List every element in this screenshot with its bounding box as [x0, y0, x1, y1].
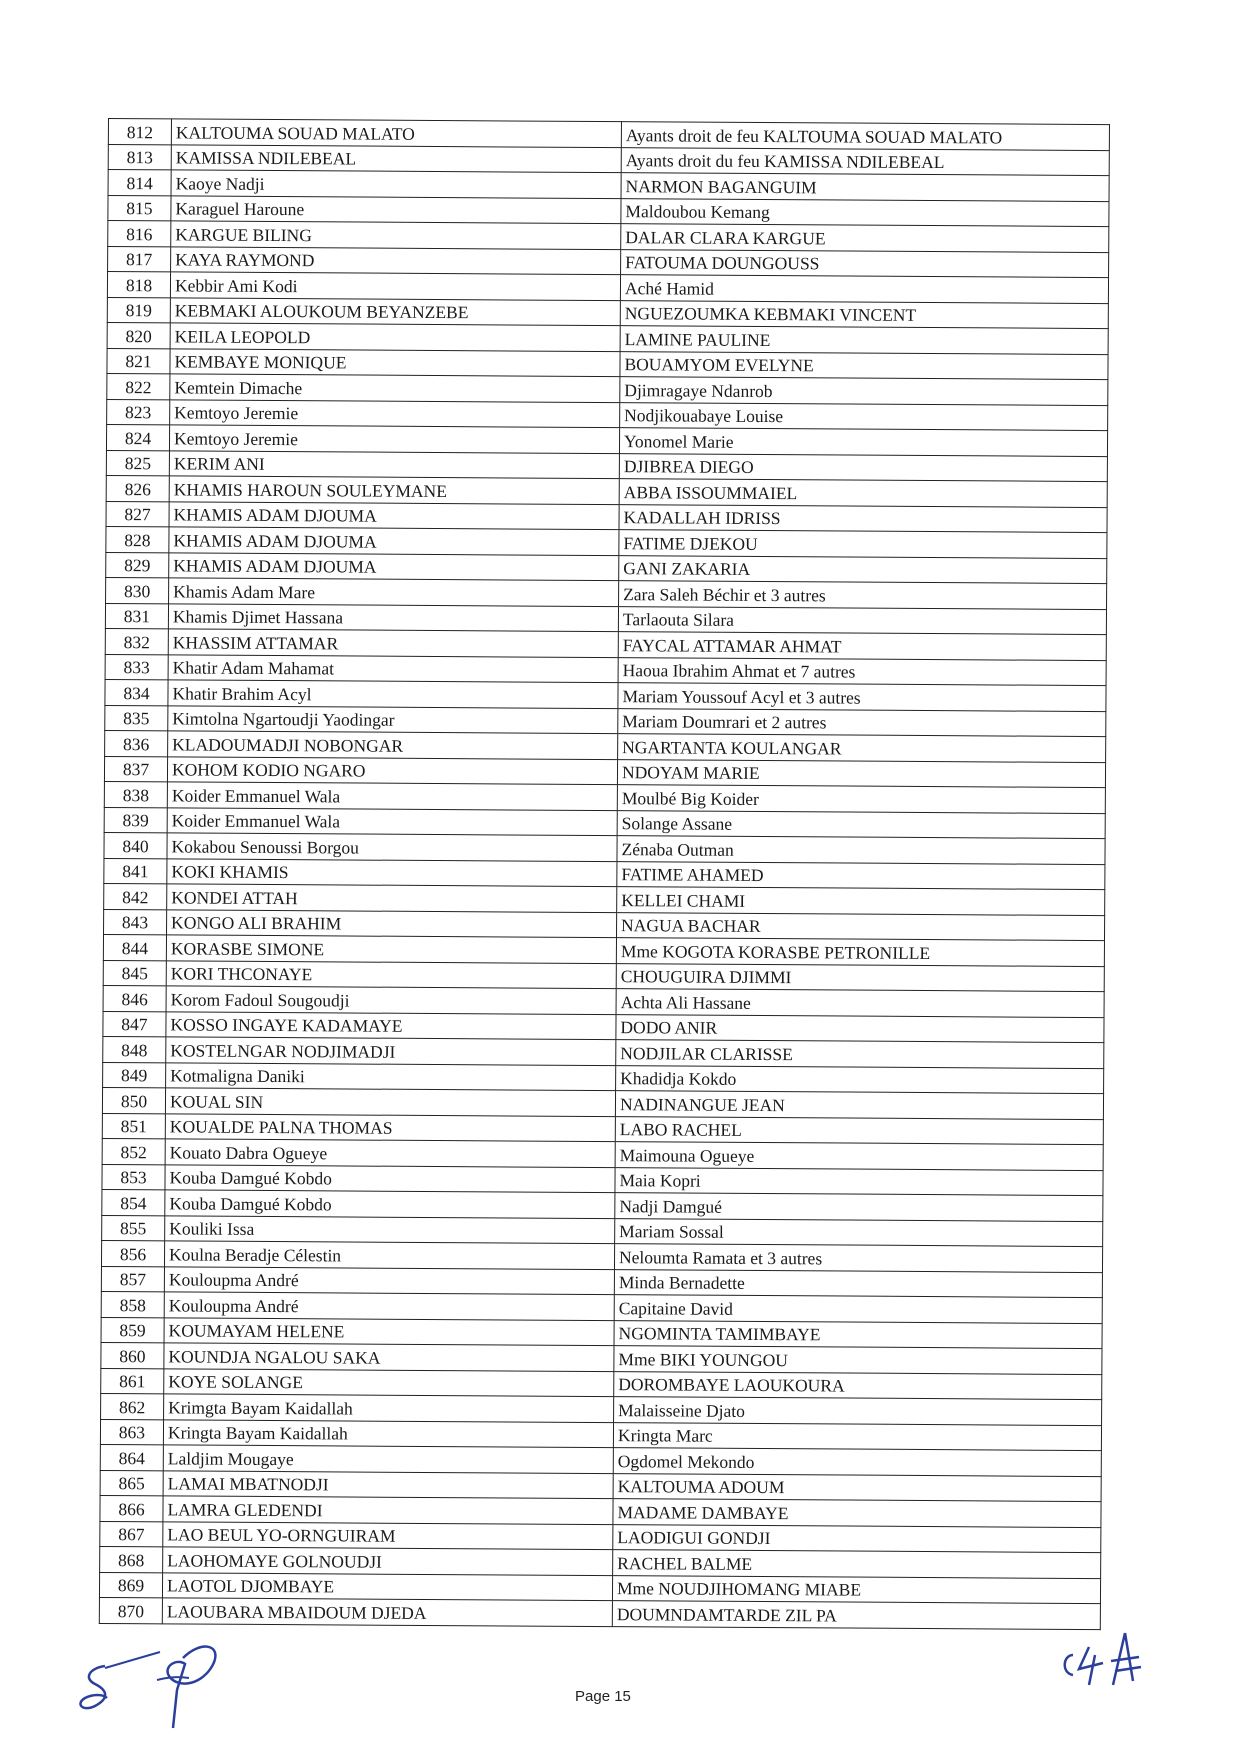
row-number-cell: 840 [104, 832, 167, 858]
deceased-name-cell: Kouba Damgué Kobdo [165, 1190, 615, 1218]
deceased-name-cell: Khatir Brahim Acyl [168, 680, 618, 708]
row-number-cell: 812 [108, 119, 171, 145]
deceased-name-cell: KHAMIS ADAM DJOUMA [169, 527, 619, 555]
deceased-name-cell: KONDEI ATTAH [167, 884, 617, 912]
deceased-name-cell: LAMRA GLEDENDI [163, 1496, 613, 1524]
row-number-cell: 847 [103, 1011, 166, 1037]
row-number-cell: 870 [99, 1597, 162, 1623]
heir-name-cell: Maldoubou Kemang [621, 198, 1109, 226]
row-number-cell: 814 [108, 170, 171, 196]
heir-name-cell: Neloumta Ramata et 3 autres [614, 1244, 1102, 1272]
heir-name-cell: NADINANGUE JEAN [615, 1091, 1103, 1119]
row-number-cell: 822 [107, 373, 170, 399]
deceased-name-cell: KORASBE SIMONE [166, 935, 616, 963]
deceased-name-cell: KOHOM KODIO NGARO [167, 756, 617, 784]
deceased-name-cell: KOKI KHAMIS [167, 858, 617, 886]
deceased-name-cell: Kouloupma André [164, 1266, 614, 1294]
heir-name-cell: BOUAMYOM EVELYNE [620, 351, 1108, 379]
row-number-cell: 865 [100, 1470, 163, 1496]
row-number-cell: 864 [100, 1444, 163, 1470]
row-number-cell: 834 [105, 679, 168, 705]
heir-name-cell: NGOMINTA TAMIMBAYE [614, 1320, 1102, 1348]
row-number-cell: 824 [106, 424, 169, 450]
deceased-name-cell: Kemtein Dimache [170, 374, 620, 402]
heir-name-cell: Djimragaye Ndanrob [620, 377, 1108, 405]
deceased-name-cell: Khamis Adam Mare [169, 578, 619, 606]
row-number-cell: 833 [105, 654, 168, 680]
table-row [99, 1597, 1100, 1629]
row-number-cell: 866 [100, 1495, 163, 1521]
heir-name-cell: LABO RACHEL [615, 1116, 1103, 1144]
row-number-cell: 862 [101, 1393, 164, 1419]
deceased-name-cell: Kouato Dabra Ogueye [165, 1139, 615, 1167]
row-number-cell: 853 [102, 1164, 165, 1190]
deceased-name-cell: Kimtolna Ngartoudji Yaodingar [168, 705, 618, 733]
deceased-name-cell: KAMISSA NDILEBEAL [171, 144, 621, 172]
row-number-cell: 869 [99, 1572, 162, 1598]
deceased-name-cell: KOSSO INGAYE KADAMAYE [166, 1011, 616, 1039]
row-number-cell: 830 [106, 577, 169, 603]
heir-name-cell: LAODIGUI GONDJI [613, 1524, 1101, 1552]
row-number-cell: 867 [100, 1521, 163, 1547]
row-number-cell: 852 [102, 1138, 165, 1164]
heir-name-cell: Moulbé Big Koider [617, 785, 1105, 813]
row-number-cell: 831 [105, 603, 168, 629]
heir-name-cell: FATIME AHAMED [617, 861, 1105, 889]
heir-name-cell: GANI ZAKARIA [619, 555, 1107, 583]
deceased-name-cell: LAMAI MBATNODJI [163, 1470, 613, 1498]
heir-name-cell: Mariam Youssouf Acyl et 3 autres [618, 683, 1106, 711]
heir-name-cell: DALAR CLARA KARGUE [621, 224, 1109, 252]
row-number-cell: 846 [103, 985, 166, 1011]
row-number-cell: 816 [108, 221, 171, 247]
row-number-cell: 813 [108, 144, 171, 170]
row-number-cell: 826 [106, 475, 169, 501]
row-number-cell: 854 [102, 1189, 165, 1215]
deceased-name-cell: KARGUE BILING [171, 221, 621, 249]
heir-name-cell: Malaisseine Djato [614, 1397, 1102, 1425]
heir-name-cell: Maia Kopri [615, 1167, 1103, 1195]
deceased-name-cell: Kouba Damgué Kobdo [165, 1164, 615, 1192]
deceased-name-cell: KHAMIS ADAM DJOUMA [169, 501, 619, 529]
row-number-cell: 841 [104, 858, 167, 884]
deceased-name-cell: Kringta Bayam Kaidallah [163, 1419, 613, 1447]
heir-name-cell: NAGUA BACHAR [617, 912, 1105, 940]
deceased-name-cell: KOUMAYAM HELENE [164, 1317, 614, 1345]
deceased-name-cell: KEMBAYE MONIQUE [170, 348, 620, 376]
signature-right-initials [1055, 1625, 1165, 1700]
heir-name-cell: Capitaine David [614, 1295, 1102, 1323]
heir-name-cell: Nadji Damgué [615, 1193, 1103, 1221]
row-number-cell: 850 [102, 1087, 165, 1113]
heir-name-cell: DOROMBAYE LAOUKOURA [614, 1371, 1102, 1399]
row-number-cell: 860 [101, 1342, 164, 1368]
heir-name-cell: Ogdomel Mekondo [613, 1448, 1101, 1476]
heir-name-cell: Zénaba Outman [617, 836, 1105, 864]
row-number-cell: 839 [104, 807, 167, 833]
row-number-cell: 868 [100, 1546, 163, 1572]
deceased-name-cell: KHAMIS ADAM DJOUMA [169, 552, 619, 580]
row-number-cell: 818 [107, 272, 170, 298]
heir-name-cell: ABBA ISSOUMMAIEL [619, 479, 1107, 507]
row-number-cell: 836 [105, 730, 168, 756]
deceased-name-cell: KOUNDJA NGALOU SAKA [164, 1343, 614, 1371]
heir-name-cell: Aché Hamid [620, 275, 1108, 303]
heir-name-cell: FATOUMA DOUNGOUSS [621, 249, 1109, 277]
heir-name-cell: Minda Bernadette [614, 1269, 1102, 1297]
table-body [99, 119, 1109, 1630]
heir-name-cell: Tarlaouta Silara [618, 606, 1106, 634]
deceased-name-cell: Laldjim Mougaye [163, 1445, 613, 1473]
row-number-cell: 817 [108, 246, 171, 272]
row-number-cell: 823 [107, 399, 170, 425]
heir-name-cell: Mme NOUDJIHOMANG MIABE [612, 1575, 1100, 1603]
deceased-name-cell: Kaoye Nadji [171, 170, 621, 198]
heir-name-cell: Ayants droit du feu KAMISSA NDILEBEAL [621, 147, 1109, 175]
heir-name-cell: Khadidja Kokdo [616, 1065, 1104, 1093]
heirs-registry-table [99, 118, 1110, 1630]
heir-name-cell: DODO ANIR [616, 1014, 1104, 1042]
row-number-cell: 827 [106, 501, 169, 527]
row-number-cell: 819 [107, 297, 170, 323]
row-number-cell: 828 [106, 526, 169, 552]
row-number-cell: 856 [101, 1240, 164, 1266]
deceased-name-cell: Kemtoyo Jeremie [170, 399, 620, 427]
page-number: Page 15 [575, 1688, 631, 1705]
heir-name-cell: Solange Assane [617, 810, 1105, 838]
deceased-name-cell: KAYA RAYMOND [171, 246, 621, 274]
heir-name-cell: Nodjikouabaye Louise [620, 402, 1108, 430]
row-number-cell: 829 [106, 552, 169, 578]
row-number-cell: 844 [103, 934, 166, 960]
deceased-name-cell: LAOUBARA MBAIDOUM DJEDA [162, 1598, 612, 1626]
heir-name-cell: Ayants droit de feu KALTOUMA SOUAD MALATO [621, 122, 1109, 150]
heir-name-cell: NODJILAR CLARISSE [616, 1040, 1104, 1068]
heir-name-cell: FAYCAL ATTAMAR AHMAT [618, 632, 1106, 660]
heir-name-cell: RACHEL BALME [613, 1550, 1101, 1578]
row-number-cell: 843 [104, 909, 167, 935]
deceased-name-cell: KORI THCONAYE [166, 960, 616, 988]
heir-name-cell: DJIBREA DIEGO [619, 453, 1107, 481]
heir-name-cell: NGUEZOUMKA KEBMAKI VINCENT [620, 300, 1108, 328]
row-number-cell: 820 [107, 322, 170, 348]
heir-name-cell: Zara Saleh Béchir et 3 autres [619, 581, 1107, 609]
row-number-cell: 858 [101, 1291, 164, 1317]
deceased-name-cell: Kebbir Ami Kodi [170, 272, 620, 300]
deceased-name-cell: Korom Fadoul Sougoudji [166, 986, 616, 1014]
heir-name-cell: Mariam Doumrari et 2 autres [618, 708, 1106, 736]
deceased-name-cell: KALTOUMA SOUAD MALATO [171, 119, 621, 147]
heir-name-cell: KADALLAH IDRISS [619, 504, 1107, 532]
row-number-cell: 821 [107, 348, 170, 374]
deceased-name-cell: Kemtoyo Jeremie [169, 425, 619, 453]
deceased-name-cell: Kotmaligna Daniki [166, 1062, 616, 1090]
heir-name-cell: DOUMNDAMTARDE ZIL PA [612, 1601, 1100, 1629]
row-number-cell: 845 [103, 960, 166, 986]
signature-left [65, 1628, 245, 1738]
row-number-cell: 863 [100, 1419, 163, 1445]
heir-name-cell: Maimouna Ogueye [615, 1142, 1103, 1170]
heir-name-cell: Haoua Ibrahim Ahmat et 7 autres [618, 657, 1106, 685]
row-number-cell: 861 [101, 1368, 164, 1394]
heir-name-cell: Achta Ali Hassane [616, 989, 1104, 1017]
deceased-name-cell: Karaguel Haroune [171, 195, 621, 223]
row-number-cell: 849 [103, 1062, 166, 1088]
heir-name-cell: LAMINE PAULINE [620, 326, 1108, 354]
heir-name-cell: KELLEI CHAMI [617, 887, 1105, 915]
row-number-cell: 825 [106, 450, 169, 476]
deceased-name-cell: LAOHOMAYE GOLNOUDJI [163, 1547, 613, 1575]
deceased-name-cell: KOYE SOLANGE [164, 1368, 614, 1396]
heir-name-cell: Yonomel Marie [619, 428, 1107, 456]
deceased-name-cell: Kouliki Issa [165, 1215, 615, 1243]
row-number-cell: 842 [104, 883, 167, 909]
row-number-cell: 838 [104, 781, 167, 807]
row-number-cell: 815 [108, 195, 171, 221]
heir-name-cell: Mme KOGOTA KORASBE PETRONILLE [616, 938, 1104, 966]
row-number-cell: 832 [105, 628, 168, 654]
deceased-name-cell: KEBMAKI ALOUKOUM BEYANZEBE [170, 297, 620, 325]
heir-name-cell: Mme BIKI YOUNGOU [614, 1346, 1102, 1374]
heir-name-cell: NGARTANTA KOULANGAR [618, 734, 1106, 762]
deceased-name-cell: Kokabou Senoussi Borgou [167, 833, 617, 861]
deceased-name-cell: KHASSIM ATTAMAR [168, 629, 618, 657]
row-number-cell: 855 [102, 1215, 165, 1241]
heir-name-cell: NARMON BAGANGUIM [621, 173, 1109, 201]
deceased-name-cell: KOSTELNGAR NODJIMADJI [166, 1037, 616, 1065]
deceased-name-cell: LAO BEUL YO-ORNGUIRAM [163, 1521, 613, 1549]
row-number-cell: 848 [103, 1036, 166, 1062]
row-number-cell: 851 [102, 1113, 165, 1139]
deceased-name-cell: Krimgta Bayam Kaidallah [164, 1394, 614, 1422]
heir-name-cell: Kringta Marc [613, 1422, 1101, 1450]
heir-name-cell: MADAME DAMBAYE [613, 1499, 1101, 1527]
row-number-cell: 837 [104, 756, 167, 782]
heir-name-cell: CHOUGUIRA DJIMMI [616, 963, 1104, 991]
deceased-name-cell: KHAMIS HAROUN SOULEYMANE [169, 476, 619, 504]
deceased-name-cell: Koider Emmanuel Wala [167, 782, 617, 810]
deceased-name-cell: LAOTOL DJOMBAYE [162, 1572, 612, 1600]
deceased-name-cell: KERIM ANI [169, 450, 619, 478]
deceased-name-cell: KOUAL SIN [165, 1088, 615, 1116]
deceased-name-cell: Koulna Beradje Célestin [164, 1241, 614, 1269]
heir-name-cell: NDOYAM MARIE [617, 759, 1105, 787]
deceased-name-cell: KOUALDE PALNA THOMAS [165, 1113, 615, 1141]
deceased-name-cell: Koider Emmanuel Wala [167, 807, 617, 835]
row-number-cell: 859 [101, 1317, 164, 1343]
deceased-name-cell: Kouloupma André [164, 1292, 614, 1320]
deceased-name-cell: Khatir Adam Mahamat [168, 654, 618, 682]
deceased-name-cell: Khamis Djimet Hassana [168, 603, 618, 631]
deceased-name-cell: KEILA LEOPOLD [170, 323, 620, 351]
row-number-cell: 835 [105, 705, 168, 731]
deceased-name-cell: KLADOUMADJI NOBONGAR [168, 731, 618, 759]
heir-name-cell: FATIME DJEKOU [619, 530, 1107, 558]
deceased-name-cell: KONGO ALI BRAHIM [167, 909, 617, 937]
heir-name-cell: Mariam Sossal [615, 1218, 1103, 1246]
row-number-cell: 857 [101, 1266, 164, 1292]
heir-name-cell: KALTOUMA ADOUM [613, 1473, 1101, 1501]
